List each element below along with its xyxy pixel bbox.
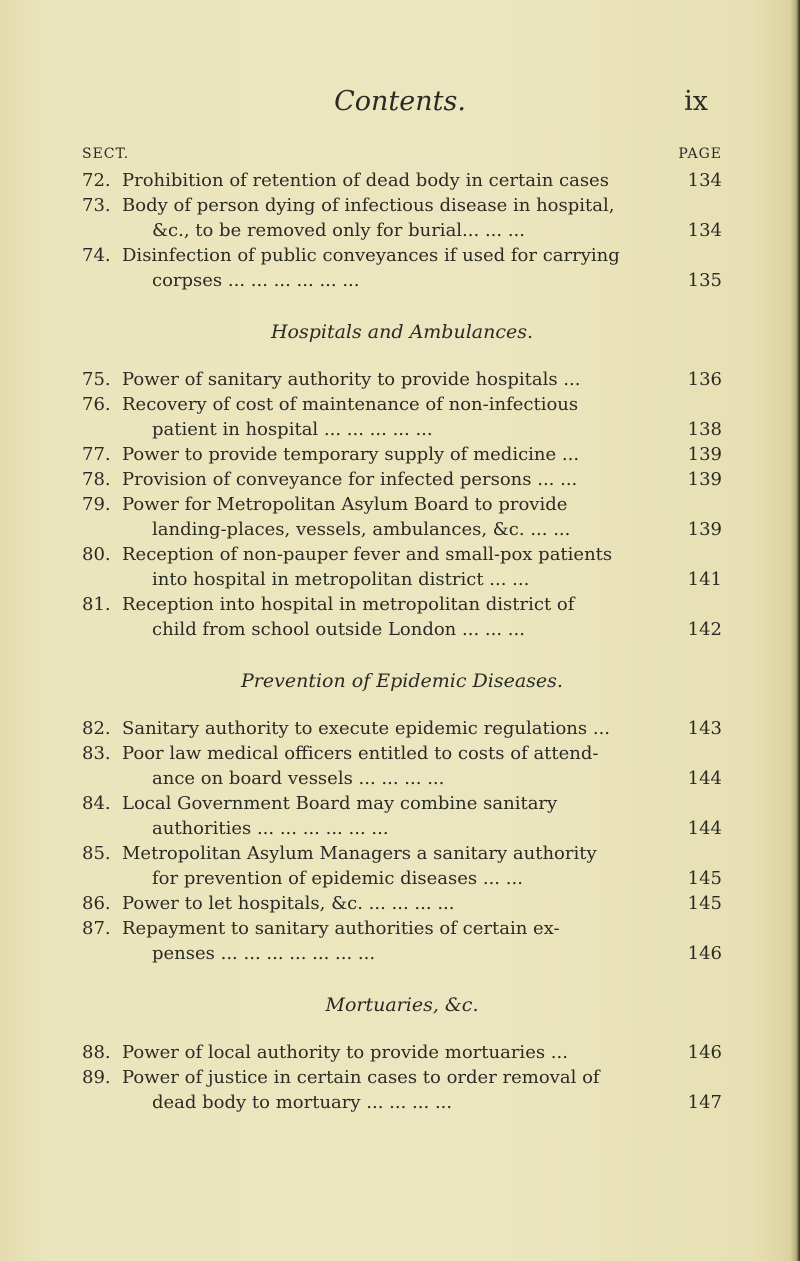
section-number: 76. [82,394,111,415]
running-title: Contents. [334,86,466,117]
entry-title-continuation: authorities ... ... ... ... ... ... [152,818,389,839]
section-heading: Mortuaries, &c. [325,994,479,1016]
entry-title: Sanitary authority to execute epidemic regulations ... [122,718,611,739]
entry-title-continuation: dead body to mortuary ... ... ... ... [152,1092,453,1113]
section-number: 75. [82,369,111,390]
page-column-heading: PAGE [678,146,722,162]
entry-title: Local Government Board may combine sanitary [122,793,558,814]
entry-title: Power of sanitary authority to provide hospitals ... [122,369,581,390]
page-number: 146 [687,943,722,964]
page-number: 145 [687,893,722,914]
entry-title: Reception into hospital in metropolitan district of [122,594,575,615]
folio-number: ix [684,86,708,117]
toc-entry [82,467,722,492]
page-number: 143 [687,718,722,739]
entry-title-continuation: ance on board vessels ... ... ... ... [152,768,445,789]
entry-title: Body of person dying of infectious disease in hospital, [122,195,615,216]
page-number: 145 [687,868,722,889]
toc-entry [82,542,722,592]
entry-title: Power for Metropolitan Asylum Board to provide [122,494,568,515]
section-number: 73. [82,195,111,216]
section-number: 82. [82,718,111,739]
entry-title: Power to let hospitals, &c. ... ... ... ... [122,893,455,914]
entry-title: Repayment to sanitary authorities of certain ex- [122,918,560,939]
toc-entry [82,916,722,966]
entry-title: Disinfection of public conveyances if used for carrying [122,245,620,266]
entry-title: Recovery of cost of maintenance of non-infectious [122,394,579,415]
toc-entry [82,716,722,741]
entry-title-continuation: landing-places, vessels, ambulances, &c. ... ... [152,519,571,540]
entry-title: Prohibition of retention of dead body in certain cases [122,170,609,191]
section-number: 72. [82,170,111,191]
entry-title: Power of local authority to provide mortuaries ... [122,1042,568,1063]
table-of-contents [82,168,722,1115]
section-number: 81. [82,594,111,615]
entry-title: Metropolitan Asylum Managers a sanitary authority [122,843,597,864]
toc-entry [82,392,722,442]
page-number: 141 [687,569,722,590]
section-number: 83. [82,743,111,764]
entry-title: Power of justice in certain cases to order removal of [122,1067,600,1088]
entry-title-continuation: into hospital in metropolitan district ... ... [152,569,530,590]
entry-title-continuation: for prevention of epidemic diseases ... ... [152,868,523,889]
toc-entry [82,592,722,642]
toc-entry [82,841,722,891]
toc-entry [82,1040,722,1065]
toc-entry [82,741,722,791]
toc-entry [82,193,722,243]
entry-title: Provision of conveyance for infected persons ... ... [122,469,578,490]
section-number: 89. [82,1067,111,1088]
section-number: 88. [82,1042,111,1063]
column-headings [82,146,722,166]
toc-entry [82,442,722,467]
page-number: 134 [687,170,722,191]
section-number: 77. [82,444,111,465]
entry-title-continuation: child from school outside London ... ... ... [152,619,525,640]
page-number: 138 [687,419,722,440]
page-number: 144 [687,818,722,839]
entry-title-continuation: &c., to be removed only for burial... ... ... [152,220,525,241]
toc-entry [82,891,722,916]
page-number: 144 [687,768,722,789]
entry-title: Power to provide temporary supply of medicine ... [122,444,580,465]
entry-title: Reception of non-pauper fever and small-pox patients [122,544,613,565]
entry-title-continuation: corpses ... ... ... ... ... ... [152,270,360,291]
entry-title: Poor law medical officers entitled to costs of attend- [122,743,599,764]
section-heading: Hospitals and Ambulances. [270,321,534,343]
toc-entry [82,367,722,392]
section-number: 87. [82,918,111,939]
toc-entry [82,243,722,293]
page-number: 139 [687,519,722,540]
page-edge-shadow [790,0,800,1261]
toc-entry [82,791,722,841]
section-number: 85. [82,843,111,864]
section-number: 79. [82,494,111,515]
page-number: 139 [687,469,722,490]
section-number: 84. [82,793,111,814]
section-heading: Prevention of Epidemic Diseases. [241,670,563,692]
entry-title-continuation: patient in hospital ... ... ... ... ... [152,419,433,440]
page-number: 134 [687,220,722,241]
toc-entry [82,1065,722,1115]
section-number: 80. [82,544,111,565]
toc-entry [82,168,722,193]
page-number: 135 [687,270,722,291]
page-number: 146 [687,1042,722,1063]
page-number: 147 [687,1092,722,1113]
section-number: 78. [82,469,111,490]
toc-entry [82,492,722,542]
page-number: 136 [687,369,722,390]
page-number: 139 [687,444,722,465]
section-column-heading: SECT. [82,146,130,162]
section-number: 74. [82,245,111,266]
page-number: 142 [687,619,722,640]
page-header [80,84,720,124]
section-number: 86. [82,893,111,914]
entry-title-continuation: penses ... ... ... ... ... ... ... [152,943,376,964]
